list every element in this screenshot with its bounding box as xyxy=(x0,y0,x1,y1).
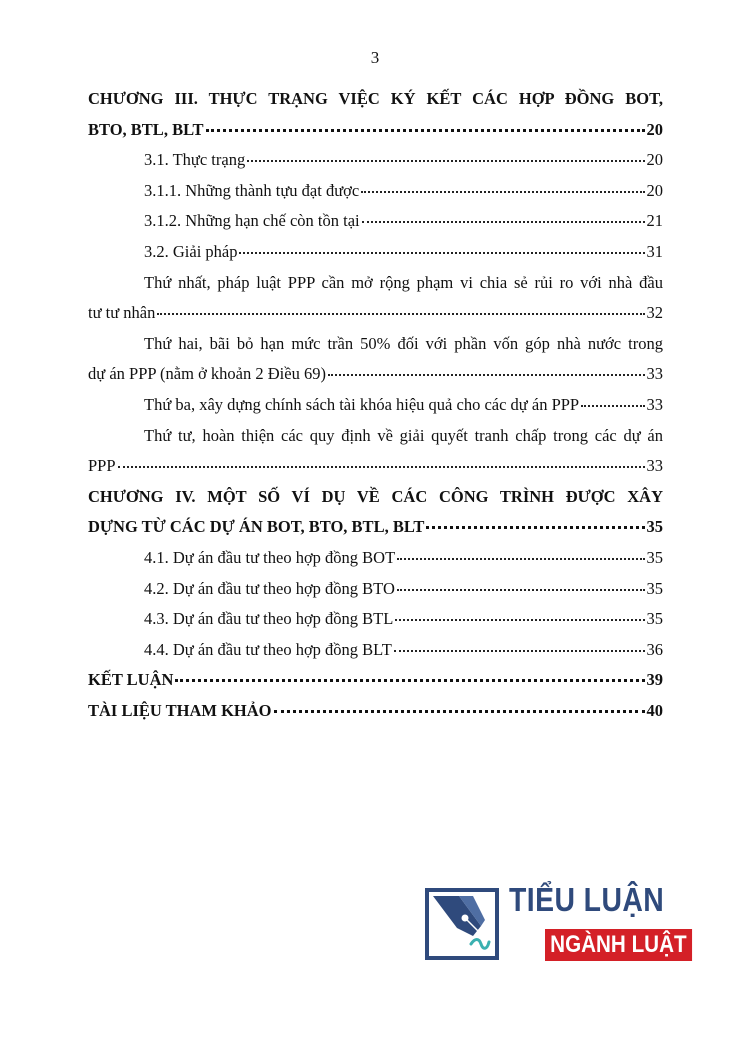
toc-page-number: 36 xyxy=(646,639,663,659)
toc-references[interactable] xyxy=(88,696,663,727)
dot-leader xyxy=(581,405,644,407)
toc-references-title: TÀI LIỆU THAM KHẢO xyxy=(88,700,272,720)
toc-page-number: 21 xyxy=(646,211,663,231)
page-number: 3 xyxy=(370,48,380,67)
toc-item-4-2[interactable] xyxy=(88,574,663,605)
toc-item-3-1-1[interactable] xyxy=(88,176,663,207)
toc-item-3-1-2[interactable] xyxy=(88,206,663,237)
toc-item-4-3[interactable] xyxy=(88,604,663,635)
toc-page-number: 33 xyxy=(646,456,663,476)
toc-item-fourth[interactable] xyxy=(88,451,663,482)
dot-leader xyxy=(157,313,644,315)
toc-chapter-4-line1[interactable]: CHƯƠNG IV. MỘT SỐ VÍ DỤ VỀ CÁC CÔNG TRÌNH ĐƯỢC XÂY xyxy=(88,486,663,506)
toc-item-title: PPP xyxy=(88,456,116,476)
toc-page-number: 33 xyxy=(646,364,663,384)
toc-chapter-4[interactable] xyxy=(88,512,663,543)
dot-leader xyxy=(239,252,644,254)
dot-leader xyxy=(175,679,644,682)
toc-page-number: 20 xyxy=(646,119,663,139)
toc-item-fourth-line1[interactable]: Thứ tư, hoàn thiện các quy định về giải quyết tranh chấp trong các dự án xyxy=(144,425,663,445)
toc-page-number: 39 xyxy=(646,670,663,690)
toc-chapter-4-title: DỰNG TỪ CÁC DỰ ÁN BOT, BTO, BTL, BLT xyxy=(88,517,425,537)
toc-item-title: 3.1.1. Những thành tựu đạt được xyxy=(144,180,360,200)
toc-item-title: 4.1. Dự án đầu tư theo hợp đồng BOT xyxy=(144,547,396,567)
toc-item-title: Thứ ba, xây dựng chính sách tài khóa hiệu quả cho các dự án PPP xyxy=(144,394,580,414)
toc-item-title: 3.2. Giải pháp xyxy=(144,241,238,261)
table-of-contents xyxy=(88,84,663,726)
toc-conclusion-title: KẾT LUẬN xyxy=(88,670,174,690)
dot-leader xyxy=(361,191,644,193)
dot-leader xyxy=(397,589,645,591)
toc-page-number: 40 xyxy=(646,700,663,720)
dot-leader xyxy=(274,710,645,713)
toc-chapter-3-line1[interactable]: CHƯƠNG III. THỰC TRẠNG VIỆC KÝ KẾT CÁC HỢP ĐỒNG BOT, xyxy=(88,89,663,108)
dot-leader xyxy=(328,374,645,376)
toc-page-number: 35 xyxy=(646,517,663,537)
toc-item-second[interactable] xyxy=(88,359,663,390)
dot-leader xyxy=(247,160,644,162)
dot-leader xyxy=(394,650,645,652)
toc-page-number: 33 xyxy=(646,394,663,414)
toc-page-number: 20 xyxy=(646,180,663,200)
toc-page-number: 32 xyxy=(646,303,663,323)
toc-item-first-line1[interactable]: Thứ nhất, pháp luật PPP cần mở rộng phạm vi chia sẻ rủi ro với nhà đầu xyxy=(144,272,663,292)
dot-leader xyxy=(426,526,644,529)
toc-item-second-line1[interactable]: Thứ hai, bãi bỏ hạn mức trần 50% đối với phần vốn góp nhà nước trong xyxy=(144,333,663,353)
toc-item-title: 3.1. Thực trạng xyxy=(144,150,246,170)
dot-leader xyxy=(206,129,645,132)
toc-item-title: tư tư nhân xyxy=(88,303,156,323)
toc-page-number: 20 xyxy=(646,150,663,170)
brand-logo xyxy=(425,881,687,965)
toc-chapter-3[interactable] xyxy=(88,115,663,146)
pen-nib-icon xyxy=(425,888,499,960)
toc-item-title: 4.3. Dự án đầu tư theo hợp đồng BTL xyxy=(144,609,394,629)
toc-page-number: 31 xyxy=(646,241,663,261)
toc-item-title: 3.1.2. Những hạn chế còn tồn tại xyxy=(144,211,360,231)
dot-leader xyxy=(395,619,644,621)
dot-leader xyxy=(118,466,645,468)
dot-leader xyxy=(397,558,644,560)
toc-chapter-3-title: BTO, BTL, BLT xyxy=(88,119,204,139)
toc-item-4-1[interactable] xyxy=(88,543,663,574)
toc-item-title: 4.2. Dự án đầu tư theo hợp đồng BTO xyxy=(144,578,395,598)
dot-leader xyxy=(362,221,645,223)
toc-item-title: 4.4. Dự án đầu tư theo hợp đồng BLT xyxy=(144,639,392,659)
toc-item-3-2[interactable] xyxy=(88,237,663,268)
toc-item-title: dự án PPP (nằm ở khoản 2 Điều 69) xyxy=(88,364,326,384)
toc-page-number: 35 xyxy=(646,578,663,598)
toc-item-4-4[interactable] xyxy=(88,635,663,666)
toc-conclusion[interactable] xyxy=(88,665,663,696)
toc-page-number: 35 xyxy=(646,547,663,567)
toc-page-number: 35 xyxy=(646,609,663,629)
toc-item-third[interactable] xyxy=(88,390,663,421)
logo-subtitle: NGÀNH LUẬT xyxy=(545,929,692,961)
logo-title: TIỂU LUẬN xyxy=(509,881,665,918)
toc-item-first[interactable] xyxy=(88,298,663,329)
toc-item-3-1[interactable] xyxy=(88,145,663,176)
